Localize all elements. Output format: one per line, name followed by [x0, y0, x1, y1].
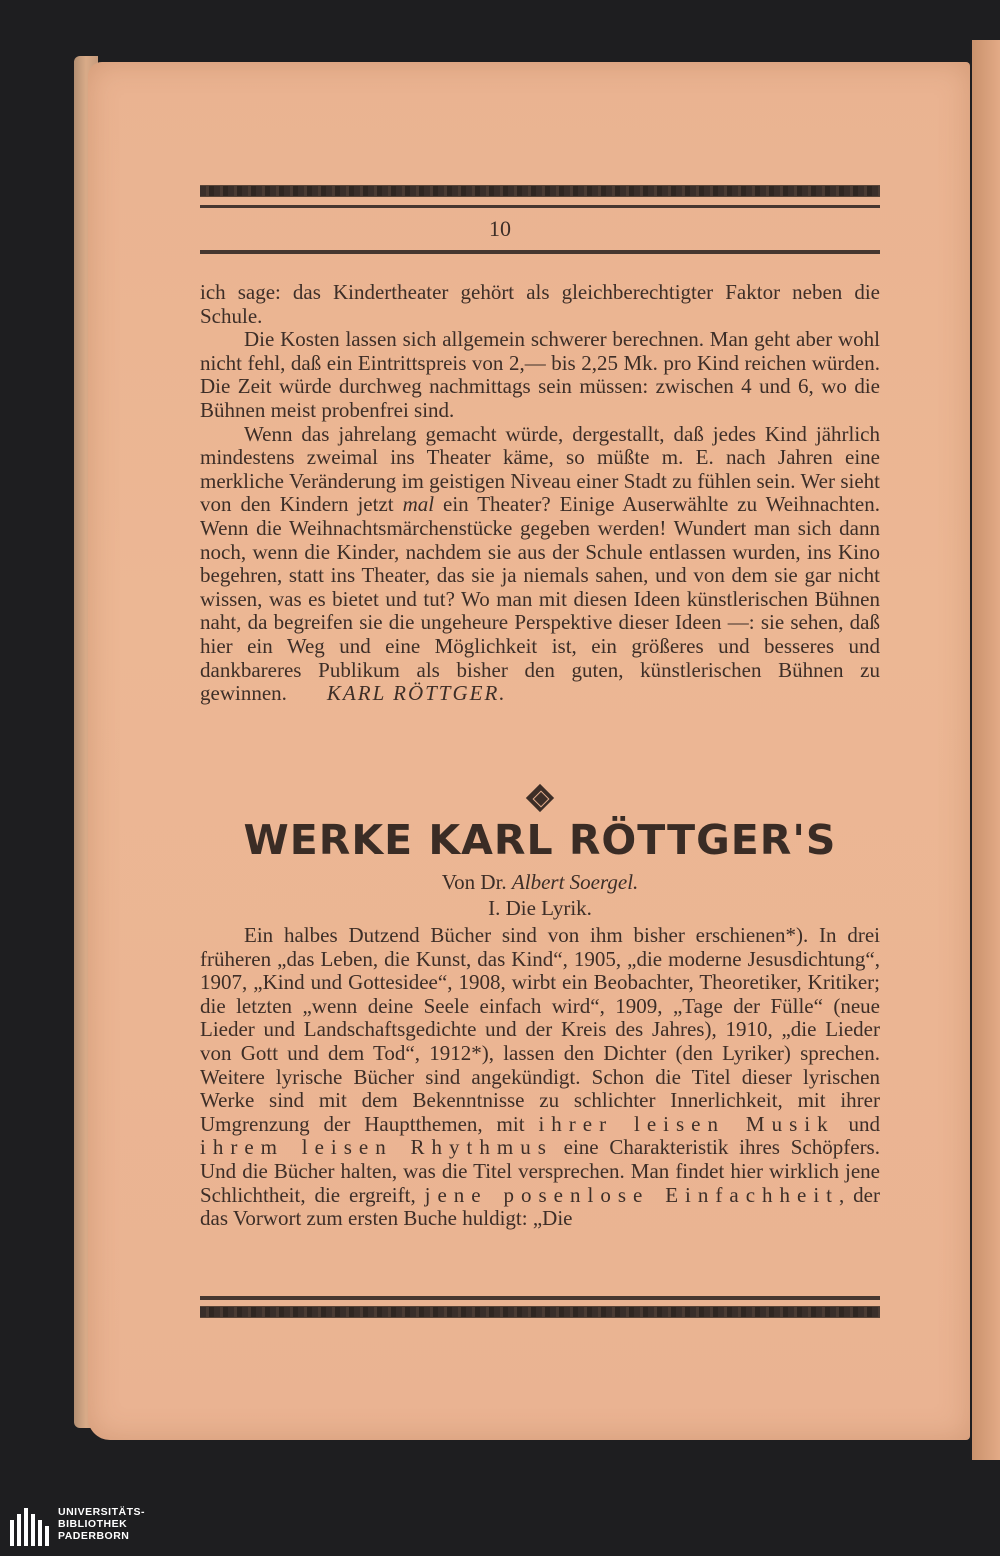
paragraph: ich sage: das Kindertheater gehört als gleichberechtigter Faktor neben die Schule.: [200, 280, 880, 328]
article-headline: WERKE KARL RÖTTGER'S: [243, 816, 837, 864]
book-page: [88, 62, 970, 1440]
logo-line: BIBLIOTHEK: [58, 1518, 128, 1530]
spaced-emphasis: ihrer leisen Musik: [538, 1111, 835, 1136]
header-rule-thin: [200, 205, 880, 208]
library-logo-icon: [8, 1504, 52, 1548]
article-byline: [200, 870, 880, 895]
text-run: Ein halbes Dutzend Bücher sind von ihm bisher erschienen*). In drei früheren „das Leben, die Kunst, das Kind“, 1905, „die moderne Jesusdichtung“, 1907, „Kind und Gottesidee“, 1908, wirbt ein Beobachter, Theoretiker, Kritiker; die letzten „wenn deine Seele einfach wird“, 1909, „Tage der Fülle“ (neue Lieder und Landschaftsgedichte und der Kreis des Jahres), 1910, „die Lieder von Gott und dem Tod“, 1912*), lassen den Dichter (den Lyriker) sprechen. Weitere lyrische Bücher sind angekündigt. Schon die Titel dieser lyrischen Werke sind mit dem Bekenntnisse zu schlichter Innerlichkeit, mit ihrer Umgrenzung der Hauptthemen, mit: [200, 923, 880, 1136]
text-run: , der das Vorwort zum ersten Buche huldigt: „Die: [200, 1182, 880, 1231]
footer-rule-thick: [200, 1306, 880, 1318]
text-run: ein Theater? Einige Auserwählte zu Weihnachten. Wenn die Weihnachtsmärchenstücke gegeben werden! Wundert man sich dann noch, wenn die Kinder, nachdem sie aus der Schule entlassen wurden, ins Kino begehren, statt ins Theater, das sie ja niemals sahen, und von dem sie gar nicht wissen, was es bietet und tut? Wo man mit diesen Ideen künstlerischen Bühnen naht, da begreifen sie die ungeheure Perspektive dieser Ideen —: sie sehen, daß hier ein Weg und eine Möglichkeit ist, ein größeres und besseres und dankbareres Publikum als bisher den guten, künstlerischen Bühnen zu gewinnen.: [200, 492, 880, 706]
header-rule-top: [200, 185, 880, 197]
text-run: und: [834, 1111, 880, 1136]
byline-prefix: Von Dr.: [441, 870, 512, 894]
library-logo-text: [58, 1506, 145, 1542]
spaced-emphasis: jene posenlose Einfachheit: [424, 1182, 840, 1207]
byline-author: Albert Soergel.: [511, 870, 639, 894]
author-signature: KARL RÖTTGER.: [326, 681, 507, 706]
page-number: 10: [489, 216, 511, 241]
logo-line: UNIVERSITÄTS-: [58, 1506, 146, 1518]
spaced-emphasis: ihrem leisen Rhythmus: [200, 1135, 553, 1160]
text-run: eine Charakteristik ihres Schöpfers. Und die Bücher halten, was die Titel versprechen. Man findet hier wirklich jene Schlichtheit, die ergreift,: [200, 1135, 880, 1207]
header-rule-bottom: [200, 250, 880, 254]
article-werke-body: [200, 924, 880, 1231]
paragraph: Die Kosten lassen sich allgemein schwerer berechnen. Man geht aber wohl nicht fehl, daß ein Eintrittspreis von 2,— bis 2,25 Mk. pro Kind reichen würden. Die Zeit würde durchweg nachmittags sein müssen: zwischen 4 und 6, wo die Bühnen meist probenfrei sind.: [200, 327, 880, 422]
footer-rule-thin: [200, 1296, 880, 1300]
adjacent-page-edge: [972, 40, 1000, 1460]
paragraph: [200, 423, 880, 706]
section-title: I. Die Lyrik.: [488, 896, 592, 920]
italic-word: mal: [402, 492, 435, 517]
paragraph: [200, 924, 880, 1231]
logo-line: PADERBORN: [58, 1530, 130, 1542]
article-kindertheater: [200, 281, 880, 706]
text-run: Wenn das jahrelang gemacht würde, dergestallt, daß jedes Kind jährlich mindestens zweimal ins Theater käme, so müßte m. E. nach Jahren eine merkliche Veränderung im geistigen Niveau einer Stadt zu fühlen sein. Wer sieht von den Kindern jetzt: [200, 421, 880, 517]
